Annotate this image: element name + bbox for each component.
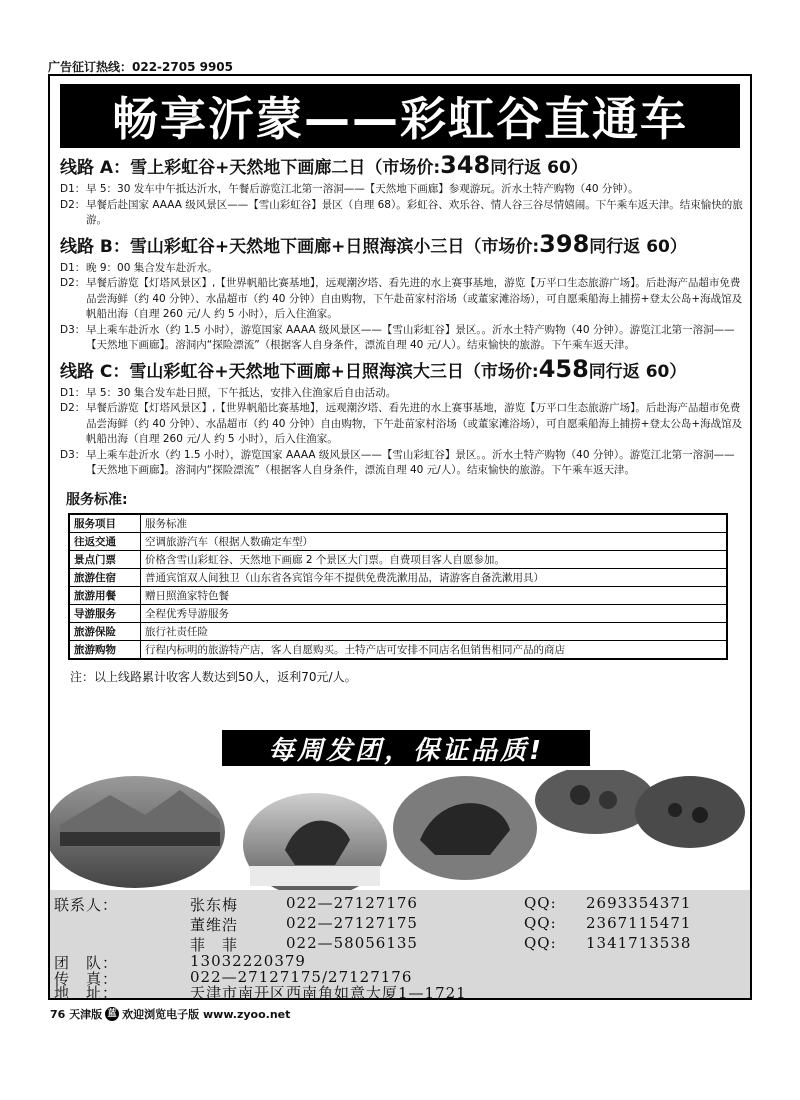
day-item (56, 182, 748, 198)
route-title-text: 线路 A：雪上彩虹谷+天然地下画廊二日（市场价: (60, 158, 441, 178)
route-title (60, 231, 748, 260)
contact-name: 董维浩 (190, 916, 239, 934)
table-row (69, 622, 727, 640)
day-text: 早 5：30 发车中午抵达沂水，午餐后游览江北第一溶洞——【天然地下画廊】参观游玩。沂水土特产购物（40 分钟）。 (86, 183, 639, 195)
main-banner (60, 84, 740, 148)
day-item (56, 261, 748, 277)
ad-hotline: 广告征订热线：022-2705 9905 (48, 60, 234, 74)
route-price: 458 (538, 354, 589, 383)
day-text: 早餐后游览【灯塔风景区】,【世界帆船比赛基地】，远观潮汐塔、看先进的水上赛事基地，游览【万平口生态旅游广场】。后赴海产品超市免费品尝海鲜（约 40 分钟）、水晶超市（约 40 分钟）自由购物，下午赴苗家村浴场（或董家滩浴场），可自愿乘船海上捕捞+登太公岛+海战馆及帆船出海（自理 260 元/人 约 5 小时），后入住渔家。 (86, 277, 743, 320)
edition-name: 天津版 (69, 1008, 103, 1021)
team-phone: 13032220379 (190, 952, 306, 970)
route-title-text: 线路 C：雪山彩虹谷+天然地下画廊+日照海滨大三日（市场价: (60, 361, 539, 382)
day-text: 早上乘车赴沂水（约 1.5 小时），游览国家 AAAA 级风景区——【雪山彩虹谷】景区。。沂水土特产购物（40 分钟）。游览江北第一溶洞——【天然地下画廊】。溶洞内“探险漂流”（根据客人自身条件，漂流自理 40 元/人）。结束愉快的旅游。下午乘车返天津。 (86, 448, 735, 476)
day-text: 晚 9：00 集合发车赴沂水。 (86, 261, 218, 274)
photo-collage (50, 770, 750, 890)
photo-strip (50, 770, 750, 890)
day-item (56, 276, 748, 323)
services-title: 服务标准: (66, 491, 128, 508)
contact-phone: 022—27127175 (286, 914, 418, 932)
banner-title: 畅享沂蒙——彩虹谷直通车 (112, 92, 688, 146)
slogan-text: 每周发团，保证品质! (268, 735, 544, 766)
team-label: 团 队： (54, 954, 119, 972)
service-key: 服务项目 (69, 514, 141, 533)
address-text: 天津市南开区西南角如意大厦1—1721 (190, 984, 467, 1002)
service-value: 服务标准 (141, 514, 728, 533)
route-title (60, 152, 748, 181)
service-value: 全程优秀导游服务 (141, 604, 728, 622)
day-key: D3： (60, 323, 86, 336)
contact-name: 菲 菲 (190, 936, 239, 954)
route-c (56, 356, 748, 479)
table-row (69, 532, 727, 550)
slogan-banner (222, 730, 590, 766)
service-key: 导游服务 (69, 604, 141, 622)
table-row (69, 586, 727, 604)
day-text: 早上乘车赴沂水（约 1.5 小时），游览国家 AAAA 级风景区——【雪山彩虹谷】景区。。沂水土特产购物（40 分钟）。游览江北第一溶洞——【天然地下画廊】。溶洞内“探险漂流”（根据客人自身条件，漂流自理 40 元/人）。结束愉快的旅游。下午乘车返天津。 (86, 323, 735, 351)
table-row (69, 640, 727, 659)
day-text: 早 5：30 集合发车赴日照，下午抵达，安排入住渔家后自由活动。 (86, 386, 397, 399)
contact-phone: 022—58056135 (286, 934, 418, 952)
seafood-photo (635, 776, 745, 848)
service-value: 旅行社责任险 (141, 622, 728, 640)
service-value: 普通宾馆双人间独卫（山东省各宾馆今年不提供免费洗漱用品，请游客自备洗漱用具） (141, 568, 728, 586)
table-row (69, 514, 727, 533)
day-item (56, 386, 748, 402)
qq-number: 2367115471 (586, 914, 692, 932)
route-price: 348 (440, 151, 491, 179)
route-title-suffix: 同行返 60） (490, 158, 588, 178)
service-key: 往返交通 (69, 532, 141, 550)
service-value: 赠日照渔家特色餐 (141, 586, 728, 604)
contact-label: 联系人： (54, 896, 119, 914)
route-a (56, 152, 748, 229)
fax-label: 传 真： (54, 970, 119, 988)
service-key: 旅游保险 (69, 622, 141, 640)
service-value: 价格含雪山彩虹谷、天然地下画廊 2 个景区大门票。自费项目客人自愿参加。 (141, 550, 728, 568)
route-title (60, 356, 748, 385)
service-key: 旅游购物 (69, 640, 141, 659)
day-text: 早餐后赴国家 AAAA 级风景区——【雪山彩虹谷】景区（自理 68）。彩虹谷、欢乐谷、情人谷三谷尽情嬉闹。下午乘车返天津。结束愉快的旅游。 (86, 198, 743, 226)
day-item (56, 198, 748, 229)
route-title-suffix: 同行返 60） (589, 236, 687, 257)
day-key: D2： (60, 402, 86, 414)
service-value: 空调旅游汽车（根据人数确定车型） (141, 532, 728, 550)
logo-icon: 蓝 (105, 1007, 119, 1021)
service-key: 景点门票 (69, 550, 141, 568)
qq-number: 2693354371 (586, 894, 692, 912)
table-row (69, 568, 727, 586)
footer-text: 欢迎浏览电子版 (122, 1008, 200, 1021)
day-key: D1： (60, 261, 86, 274)
contact-name: 张东梅 (190, 896, 239, 914)
day-key: D1： (60, 386, 86, 399)
page-footer (50, 1006, 290, 1022)
route-price: 398 (539, 229, 590, 258)
rebate-note: 注：以上线路累计收客人数达到50人，返利70元/人。 (70, 669, 357, 684)
page-number: 76 (50, 1007, 66, 1021)
day-item (56, 448, 748, 479)
day-key: D2： (60, 277, 86, 289)
fax-number: 022—27127175/27127176 (190, 968, 413, 986)
footer-url[interactable]: www.zyoo.net (203, 1007, 291, 1021)
contact-phone: 022—27127176 (286, 894, 418, 912)
service-key: 旅游住宿 (69, 568, 141, 586)
route-b (56, 231, 748, 354)
qq-label: QQ: (524, 914, 557, 932)
qq-label: QQ: (524, 934, 557, 952)
day-text: 早餐后游览【灯塔风景区】,【世界帆船比赛基地】，远观潮汐塔、看先进的水上赛事基地，游览【万平口生态旅游广场】。后赴海产品超市免费品尝海鲜（约 40 分钟）、水晶超市（约 40 分钟）自由购物，下午赴苗家村浴场（或董家滩浴场），可自愿乘船海上捕捞+登太公岛+海战馆及帆船出海（自理 260 元/人 约 5 小时），后入住渔家。 (86, 402, 743, 445)
qq-number: 1341713538 (586, 934, 692, 952)
day-key: D1： (60, 183, 86, 195)
services-table (68, 513, 728, 660)
day-item (56, 323, 748, 354)
day-key: D3： (60, 448, 86, 461)
contact-box (50, 890, 750, 1002)
route-title-suffix: 同行返 60） (588, 361, 687, 382)
day-item (56, 401, 748, 448)
route-title-text: 线路 B：雪山彩虹谷+天然地下画廊+日照海滨小三日（市场价: (60, 236, 540, 257)
service-value: 行程内标明的旅游特产店，客人自愿购买。土特产店可安排不同店名但销售相同产品的商店 (141, 640, 728, 659)
service-key: 旅游用餐 (69, 586, 141, 604)
qq-label: QQ: (524, 894, 557, 912)
day-key: D2： (60, 198, 86, 211)
table-row (69, 550, 727, 568)
routes-content (56, 150, 748, 685)
table-row (69, 604, 727, 622)
address-label: 地 址： (54, 984, 119, 1002)
